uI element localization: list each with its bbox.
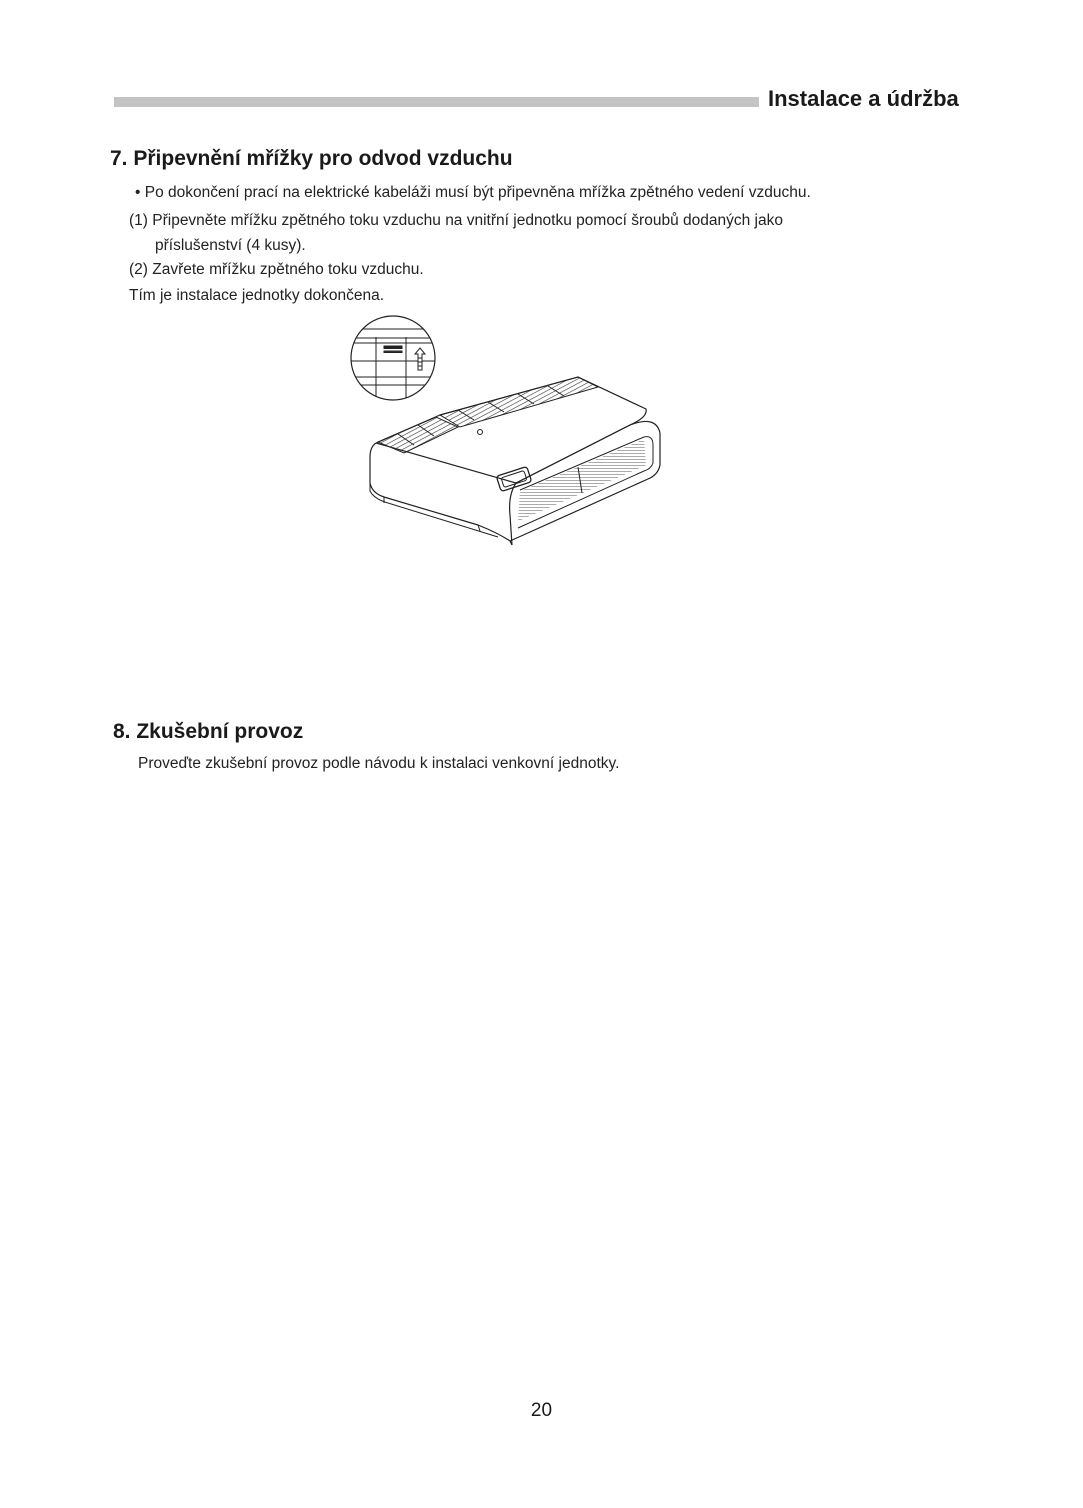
zoom-detail-circle <box>348 316 438 400</box>
page-number: 20 <box>530 1400 553 1421</box>
section-8-text: Proveďte zkušební provoz podle návodu k instalaci venkovní jednotky. <box>138 755 620 772</box>
section-7-bullet: • Po dokončení prací na elektrické kabeláži musí být připevněna mřížka zpětného vedení vzduchu. <box>135 184 811 201</box>
section-7-heading: 7. Připevnění mřížky pro odvod vzduchu <box>110 147 513 170</box>
section-7-conclusion: Tím je instalace jednotky dokončena. <box>129 287 385 304</box>
section-7-step-1: (1) Připevněte mřížku zpětného toku vzduchu na vnitřní jednotku pomocí šroubů dodaných jako <box>129 212 783 229</box>
section-8-heading: 8. Zkušební provoz <box>113 720 304 743</box>
header-title: Instalace a údržba <box>768 86 959 111</box>
indoor-unit-illustration <box>348 315 668 550</box>
section-7-step-2: (2) Zavřete mřížku zpětného toku vzduchu. <box>129 261 424 278</box>
header-bar <box>114 97 759 107</box>
section-7-step-1-continued: příslušenství (4 kusy). <box>155 237 306 254</box>
